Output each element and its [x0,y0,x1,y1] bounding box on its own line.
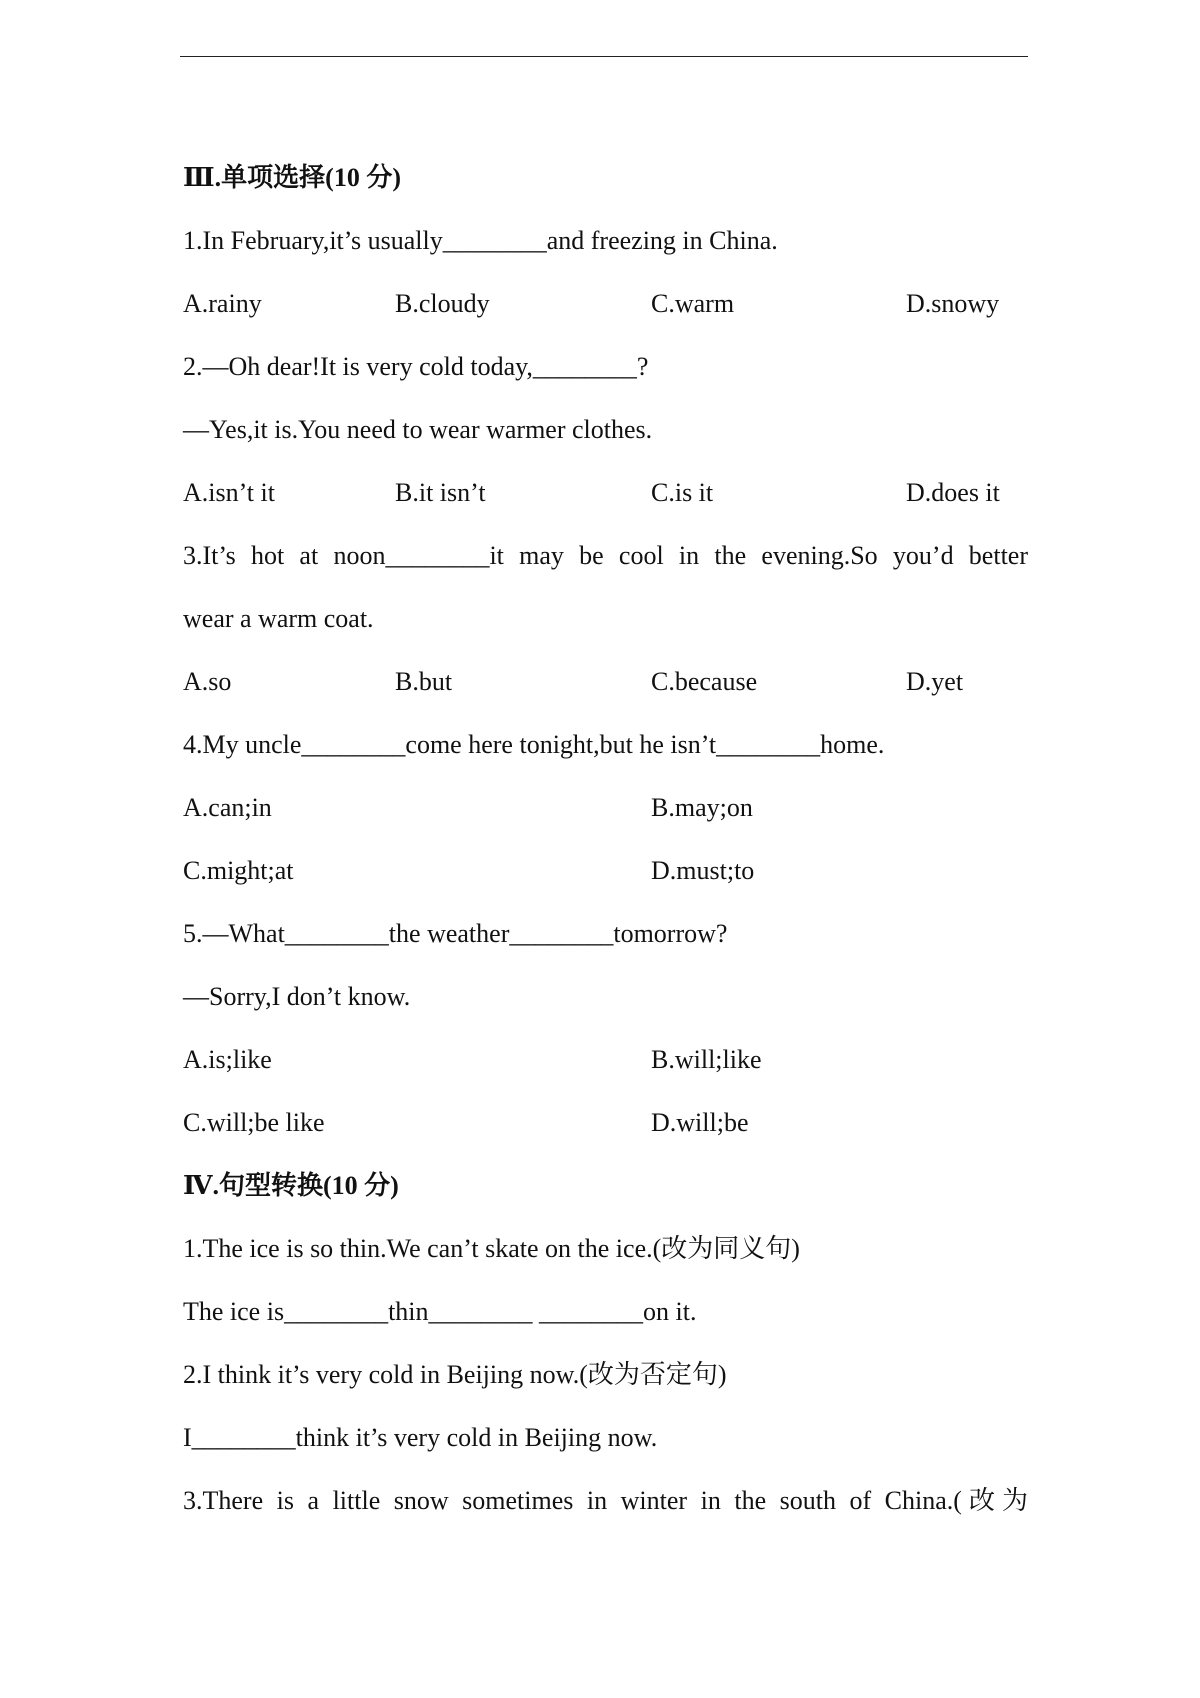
question-3-stem: 3.It’s hot at noon________it may be cool in the evening.So you’d better [183,541,1028,570]
option-c: C.because [651,667,758,696]
option-a: A.rainy [183,289,262,318]
option-b: B.will;like [651,1045,762,1074]
option-d: D.yet [906,667,964,696]
question-3-stem-continued: wear a warm coat. [183,604,374,633]
option-b: B.cloudy [395,289,490,318]
option-a: A.is;like [183,1045,272,1074]
option-d: D.must;to [651,856,755,885]
section-3-title: Ⅲ.单项选择(10 分) [183,163,401,192]
option-d: D.snowy [906,289,1000,318]
question-2-reply: —Yes,it is.You need to wear warmer clothes. [183,415,653,444]
transform-1-answer: The ice is________thin________ ________on it. [183,1297,697,1326]
question-5-reply: —Sorry,I don’t know. [183,982,411,1011]
option-c: C.warm [651,289,735,318]
question-5-stem: 5.—What________the weather________tomorrow? [183,919,728,948]
option-a: A.can;in [183,793,272,822]
option-a: A.so [183,667,232,696]
option-d: D.does it [906,478,1000,507]
option-c: C.is it [651,478,714,507]
transform-1-prompt: 1.The ice is so thin.We can’t skate on the ice.(改为同义句) [183,1234,800,1263]
option-b: B.but [395,667,453,696]
option-b: B.may;on [651,793,753,822]
option-c: C.might;at [183,856,294,885]
option-b: B.it isn’t [395,478,486,507]
transform-2-answer: I________think it’s very cold in Beijing now. [183,1423,658,1452]
header-rule [180,56,1028,57]
transform-3-prompt: 3.There is a little snow sometimes in winter in the south of China.(改为 [183,1486,1028,1515]
question-4-stem: 4.My uncle________come here tonight,but he isn’t________home. [183,730,885,759]
question-1-stem: 1.In February,it’s usually________and freezing in China. [183,226,778,255]
transform-2-prompt: 2.I think it’s very cold in Beijing now.(改为否定句) [183,1360,727,1389]
section-4-title: Ⅳ.句型转换(10 分) [183,1171,399,1200]
question-2-stem: 2.—Oh dear!It is very cold today,________? [183,352,649,381]
option-c: C.will;be like [183,1108,325,1137]
option-a: A.isn’t it [183,478,275,507]
option-d: D.will;be [651,1108,749,1137]
